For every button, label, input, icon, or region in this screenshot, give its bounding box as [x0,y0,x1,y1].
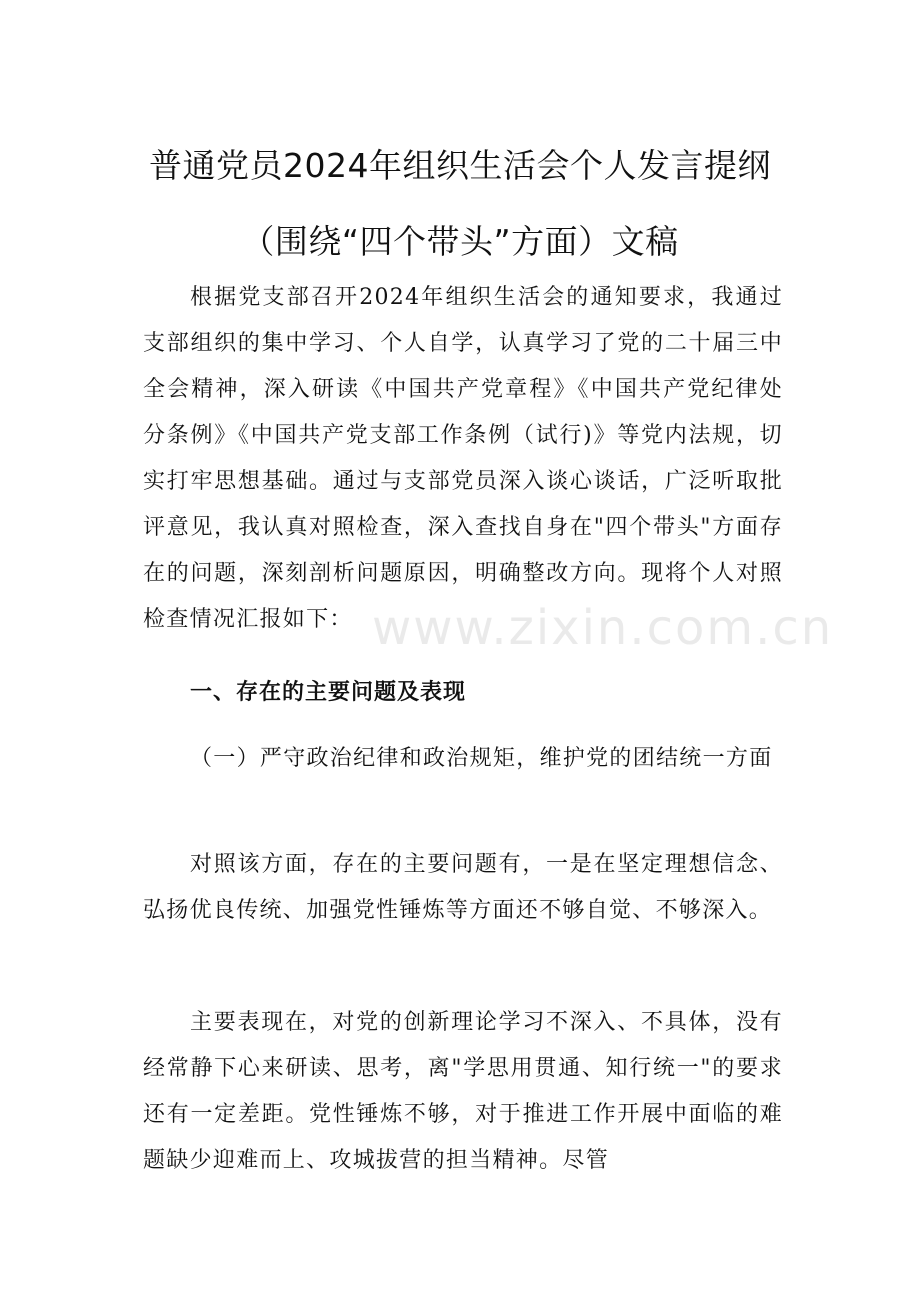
document-title-line-2: （围绕“四个带头”方面）文稿 [241,222,679,261]
subsection-heading: （一）严守政治纪律和政治规矩，维护党的团结统一方面 [190,746,773,771]
site-watermark: www.zixin.com.cn [372,600,834,656]
document-title-line-1: 普通党员2024年组织生活会个人发言提纲 [149,146,771,185]
intro-paragraph: 根据党支部召开2024年组织生活会的通知要求，我通过支部组织的集中学习、个人自学，认真学习了党的二十届三中全会精神，深入研读《中国共产党章程》《中国共产党纪律处分条例》《中国共产党支部工作条例（试行)》等党内法规，切实打牢思想基础。通过与支部党员深入谈心谈话，广泛听取批评意见，我认真对照检查，深入查找自身在"四个带头"方面存在的问题，深刻剖析问题原因，明确整改方向。现将个人对照检查情况汇报如下： [143,285,783,632]
manifestation-paragraph: 主要表现在，对党的创新理论学习不深入、不具体，没有经常静下心来研读、思考，离"学思用贯通、知行统一"的要求还有一定差距。党性锤炼不够，对于推进工作开展中面临的难题缺少迎难而上、攻城拔营的担当精神。尽管 [143,1010,783,1173]
problem-paragraph: 对照该方面，存在的主要问题有，一是在坚定理想信念、弘扬优良传统、加强党性锤炼等方面还不够自觉、不够深入。 [143,852,783,923]
section-heading: 一、存在的主要问题及表现 [190,680,467,705]
